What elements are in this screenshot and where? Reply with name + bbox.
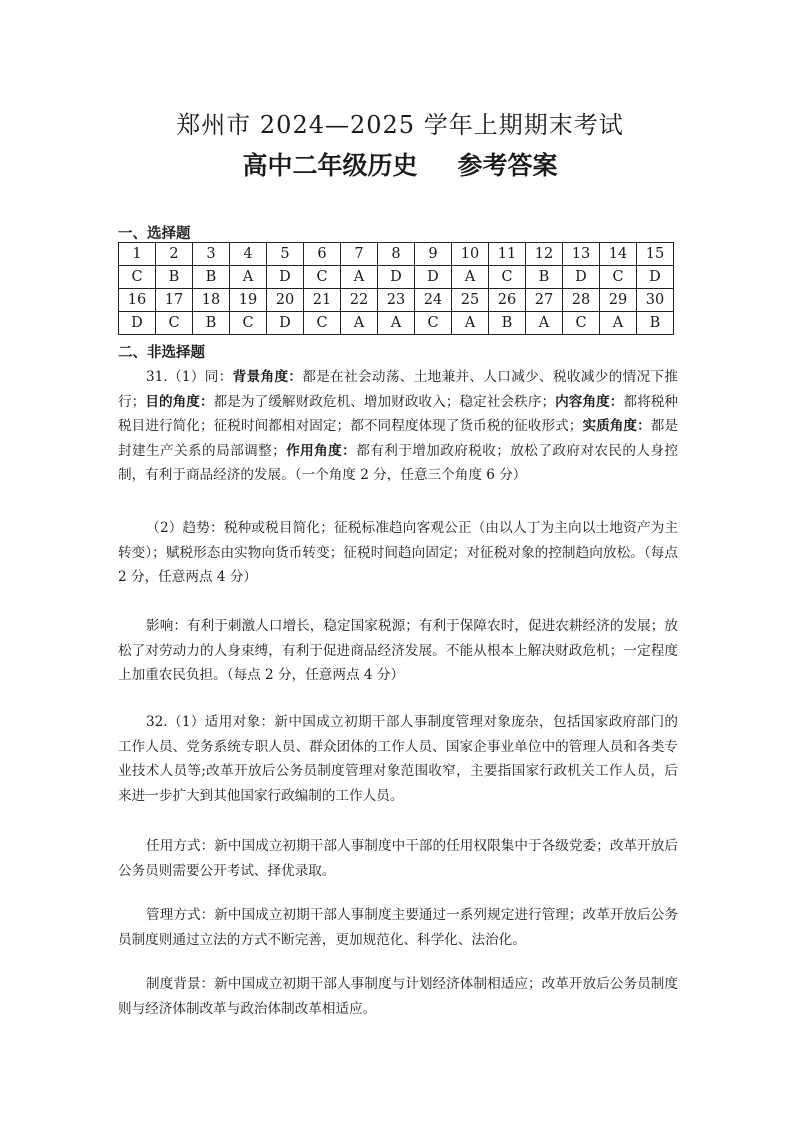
question-number-cell: 23	[378, 289, 415, 312]
angle-label: 目的角度：	[145, 393, 214, 410]
answer-cell: C	[489, 266, 526, 289]
question-number-cell: 11	[489, 243, 526, 266]
question-number-cell: 8	[378, 243, 415, 266]
answer-cell: C	[119, 266, 156, 289]
answer-cell: A	[230, 266, 267, 289]
subject-label: 高中二年级历史	[242, 151, 418, 180]
answer-cell: D	[563, 266, 600, 289]
answer-cell: A	[452, 312, 489, 335]
answer-key-label: 参考答案	[457, 151, 558, 180]
answer-cell: D	[267, 312, 304, 335]
question-number-cell: 24	[415, 289, 452, 312]
question-number-cell: 6	[304, 243, 341, 266]
question-number-cell: 18	[193, 289, 230, 312]
answer-cell: B	[637, 312, 674, 335]
question-number-cell: 2	[156, 243, 193, 266]
question-number-cell: 3	[193, 243, 230, 266]
question-number-cell: 13	[563, 243, 600, 266]
question-number-cell: 19	[230, 289, 267, 312]
q32-institutional-background: 制度背景：新中国成立初期干部人事制度与计划经济体制相适应；改革开放后公务员制度则与经济体制改革与政治体制改革相适应。	[118, 976, 678, 1017]
answer-cell: C	[563, 312, 600, 335]
answer-cell: B	[526, 266, 563, 289]
answer-cell: A	[378, 312, 415, 335]
question-number-cell: 14	[600, 243, 637, 266]
answer-cell: A	[341, 266, 378, 289]
section-multiple-choice-heading: 一、选择题	[118, 226, 191, 242]
exam-subtitle	[0, 146, 800, 182]
question-number-cell: 30	[637, 289, 674, 312]
answer-cell: B	[156, 266, 193, 289]
section-open-questions-heading: 二、非选择题	[118, 345, 205, 361]
question-number-cell: 15	[637, 243, 674, 266]
q31-part2-impact: 影响：有利于刺激人口增长，稳定国家税源；有利于保障农时，促进农耕经济的发展；放松了对劳动力的人身束缚，有利于促进商品经济发展。不能从根本上解决财政危机；一定程度上加重农民负担。（每点 2 分，任意两点 4 分）	[118, 618, 678, 684]
question-number-cell: 20	[267, 289, 304, 312]
answer-cell: B	[193, 312, 230, 335]
q32-management-method: 管理方式：新中国成立初期干部人事制度主要通过一系列规定进行管理；改革开放后公务员制度则通过立法的方式不断完善，更加规范化、科学化、法治化。	[118, 907, 678, 948]
answer-cell: C	[304, 266, 341, 289]
angle-label: 背景角度：	[232, 369, 303, 385]
q31-part2-trend: （2）趋势：税种或税目简化；征税标准趋向客观公正（由以人丁为主向以土地资产为主转变）；赋税形态由实物向货币转变；征税时间趋向固定；对征税对象的控制趋向放松。（每点 2 分，任意两点 4 分）	[118, 520, 678, 586]
question-number-cell: 4	[230, 243, 267, 266]
question-number-cell: 9	[415, 243, 452, 266]
question-number-cell: 21	[304, 289, 341, 312]
q32-applicable-objects: 32.（1）适用对象：新中国成立初期干部人事制度管理对象庞杂，包括国家政府部门的工作人员、党务系统专职人员、群众团体的工作人员、国家企事业单位中的管理人员和各类专业技术人员等;改革开放后公务员制度管理对象范围收窄，主要指国家行政机关工作人员，后来进一步扩大到其他国家行政编制的工作人员。	[118, 714, 678, 804]
answer-table	[118, 242, 674, 335]
q31-part1-answer: 31.（1）同：背景角度：都是在社会动荡、土地兼并、人口减少、税收减少的情况下推行；目的角度：都是为了缓解财政危机、增加财政收入；稳定社会秩序；内容角度：都将税种税目进行简化；征税时间都相对固定；都不同程度体现了货币税的征收形式；实质角度：都是封建生产关系的局部调整；作用角度：都有利于增加政府税收；放松了政府对农民的人身控制，有利于商品经济的发展。（一个角度 2 分，任意三个角度 6 分）	[118, 369, 679, 484]
answer-row	[119, 312, 674, 335]
answer-cell: C	[415, 312, 452, 335]
angle-label: 内容角度：	[555, 393, 624, 410]
angle-label: 实质角度：	[582, 418, 651, 435]
question-number-row	[119, 289, 674, 312]
question-number-cell: 5	[267, 243, 304, 266]
answer-cell: D	[267, 266, 304, 289]
answer-cell: C	[230, 312, 267, 335]
answer-cell: A	[452, 266, 489, 289]
answer-cell: A	[526, 312, 563, 335]
answer-cell: B	[489, 312, 526, 335]
exam-title: 郑州市 2024—2025 学年上期期末考试	[176, 111, 624, 139]
question-number-cell: 28	[563, 289, 600, 312]
angle-label: 作用角度：	[285, 442, 357, 459]
question-number-cell: 7	[341, 243, 378, 266]
answer-cell: A	[341, 312, 378, 335]
answer-cell: C	[156, 312, 193, 335]
question-number-cell: 27	[526, 289, 563, 312]
question-number-cell: 17	[156, 289, 193, 312]
question-number-row	[119, 243, 674, 266]
answer-cell: C	[304, 312, 341, 335]
question-number-cell: 22	[341, 289, 378, 312]
question-number-cell: 26	[489, 289, 526, 312]
question-number-cell: 12	[526, 243, 563, 266]
answer-cell: B	[193, 266, 230, 289]
q32-appointment-method: 任用方式：新中国成立初期干部人事制度中干部的任用权限集中于各级党委；改革开放后公务员则需要公开考试、择优录取。	[118, 838, 678, 879]
question-number-cell: 1	[119, 243, 156, 266]
answer-cell: C	[600, 266, 637, 289]
question-number-cell: 25	[452, 289, 489, 312]
answer-cell: D	[378, 266, 415, 289]
question-number-cell: 10	[452, 243, 489, 266]
answer-cell: D	[119, 312, 156, 335]
answer-cell: D	[637, 266, 674, 289]
answer-cell: D	[415, 266, 452, 289]
question-number-cell: 16	[119, 289, 156, 312]
answer-cell: A	[600, 312, 637, 335]
answer-row	[119, 266, 674, 289]
question-number-cell: 29	[600, 289, 637, 312]
